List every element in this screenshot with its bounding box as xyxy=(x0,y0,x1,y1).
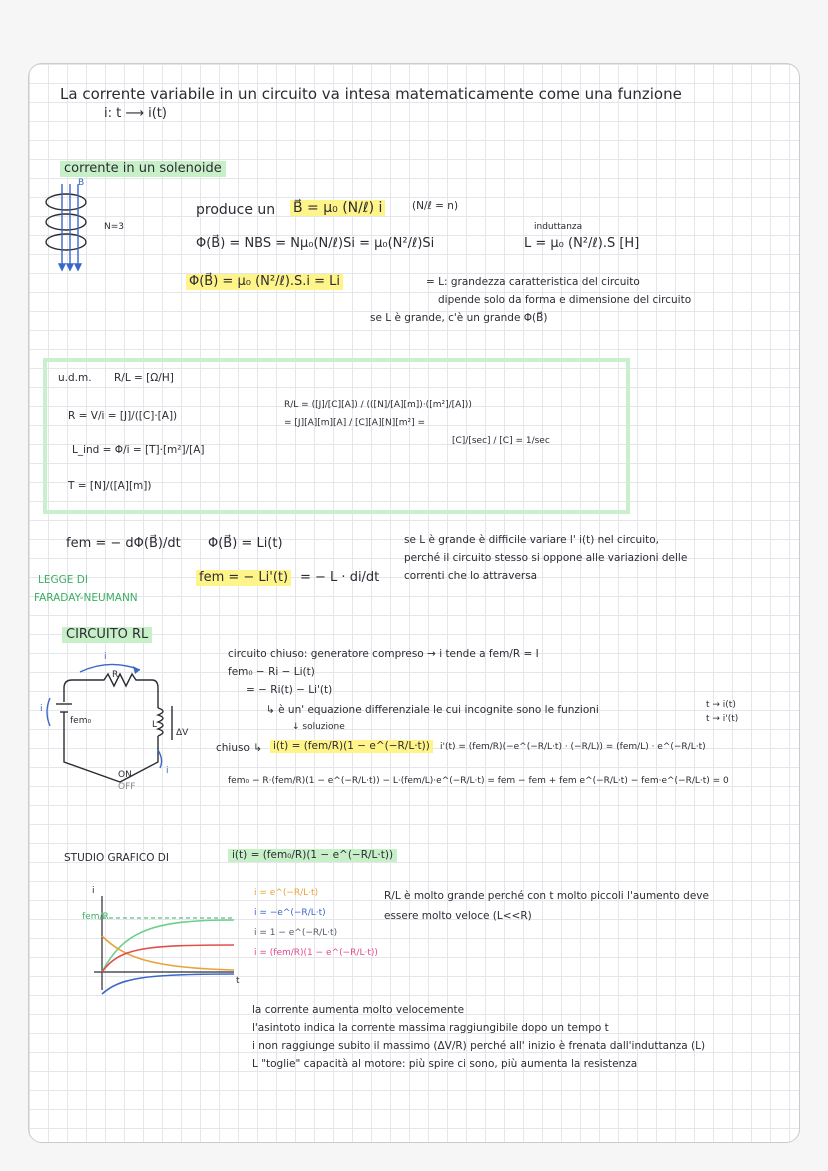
rl-line-4: ↳ è un' equazione differenziale le cui incognite sono le funzioni xyxy=(266,704,599,716)
note-grandezza: = L: grandezza caratteristica del circuito xyxy=(426,276,640,288)
solenoid-drawing xyxy=(42,178,112,270)
rl-label-i-left: i xyxy=(40,704,43,714)
rl-label-fem: fem₀ xyxy=(70,716,92,726)
rl-line-2: fem₀ − Ri − Li(t) xyxy=(228,666,315,678)
rl-label-l: L xyxy=(152,720,158,730)
curve-orange xyxy=(102,936,234,970)
rl-label-i-right: i xyxy=(166,766,169,776)
n-note: (N/ℓ = n) xyxy=(412,200,459,212)
study-note-1: R/L è molto grande perché con t molto piccoli l'aumento deve xyxy=(384,890,709,902)
rl-label-on: ON xyxy=(118,770,132,780)
rl-middle-fraction: = [J][A][m][A] / [C][A][N][m²] = xyxy=(284,418,426,428)
faraday-note-3: correnti che lo attraversa xyxy=(404,570,538,582)
flux-line: Φ(B⃗) = NBS = Nμ₀(N/ℓ)Si = μ₀(N²/ℓ)Si xyxy=(196,236,435,251)
legend-item-3: i = (fem/R)(1 − e^(−R/L·t)) xyxy=(254,948,378,958)
produce-text: produce un xyxy=(196,202,276,218)
solenoid-b-label: B xyxy=(78,178,85,188)
rl-check: fem₀ − R·(fem/R)(1 − e^(−R/L·t)) − L·(fem/L)·e^(−R/L·t) = fem − fem + fem e^(−R/L·t) − fem·e^(−R/L·t) = 0 xyxy=(228,776,729,786)
rl-label-i-top: i xyxy=(104,652,107,662)
graph-axis-t-label: t xyxy=(236,976,240,986)
r-over-l-units: R/L = [Ω/H] xyxy=(114,372,174,384)
rl-chiuso: chiuso ↳ xyxy=(216,742,263,754)
study-heading-formula: i(t) = (fem₀/R)(1 − e^(−R/L·t)) xyxy=(228,849,397,862)
rl-label-off: OFF xyxy=(118,782,136,792)
rl-derivative: i'(t) = (fem/R)(−e^(−R/L·t) · (−R/L)) = (fem/L) · e^(−R/L·t) xyxy=(440,742,706,752)
l-definition: L_ind = Φ/i = [T]·[m²]/[A] xyxy=(72,444,205,456)
study-graph xyxy=(84,890,244,1000)
rl-solution: i(t) = (fem/R)(1 − e^(−R/L·t)) xyxy=(270,740,433,753)
legend-item-0: i = e^(−R/L·t) xyxy=(254,888,319,898)
solenoid-n-label: N=3 xyxy=(104,222,124,232)
rl-line-4a: t → i(t) xyxy=(706,700,736,710)
phi-equals-li: Φ(B⃗) = Li(t) xyxy=(208,536,283,551)
rl-line-4b: t → i'(t) xyxy=(706,714,739,724)
curve-red xyxy=(102,945,234,972)
rl-label-dv: ΔV xyxy=(176,728,189,738)
legend-item-1: i = −e^(−R/L·t) xyxy=(254,908,326,918)
graph-axis-i-label: i xyxy=(92,886,95,896)
conclusion-4: L "toglie" capacità al motore: più spire ci sono, più aumenta la resistenza xyxy=(252,1058,638,1070)
b-formula: B⃗ = μ₀ (N/ℓ) i xyxy=(290,200,385,216)
t-definition: T = [N]/([A][m]) xyxy=(68,480,152,492)
rl-big-fraction: R/L = ([J]/[C][A]) / (([N]/[A][m])·([m²]/[A])) xyxy=(284,400,472,410)
study-note-2: essere molto veloce (L<<R) xyxy=(384,910,532,922)
solenoid-heading: corrente in un solenoide xyxy=(60,161,226,177)
rl-line-3: = − Ri(t) − Li'(t) xyxy=(246,684,333,696)
rl-label-r: R xyxy=(112,670,119,680)
faraday-note-2: perché il circuito stesso si oppone alle variazioni delle xyxy=(404,552,688,564)
rl-line-1: circuito chiuso: generatore compreso → i tende a fem/R = I xyxy=(228,648,539,660)
faraday-note-1: se L è grande è difficile variare l' i(t) nel circuito, xyxy=(404,534,659,546)
induttanza-caption: induttanza xyxy=(534,222,583,232)
conclusion-2: l'asintoto indica la corrente massima raggiungibile dopo un tempo t xyxy=(252,1022,609,1034)
study-heading: STUDIO GRAFICO DI xyxy=(64,852,169,864)
flux-result: Φ(B⃗) = μ₀ (N²/ℓ).S.i = Li xyxy=(186,274,343,290)
note-dipende: dipende solo da forma e dimensione del circuito xyxy=(438,294,692,306)
fem-li-highlight: fem = − Li'(t) xyxy=(196,570,291,586)
rl-heading: CIRCUITO RL xyxy=(62,627,152,643)
graph-fem-label: fem/R xyxy=(82,912,109,922)
rl-final: [C]/[sec] / [C] = 1/sec xyxy=(452,436,550,446)
inductance-formula: L = μ₀ (N²/ℓ).S [H] xyxy=(524,236,640,251)
curve-blue xyxy=(102,974,234,994)
udm-title: u.d.m. xyxy=(58,372,92,384)
rl-soluzione: ↓ soluzione xyxy=(292,722,345,732)
conclusion-1: la corrente aumenta molto velocemente xyxy=(252,1004,465,1016)
law-name-2: FARADAY-NEUMANN xyxy=(34,592,138,604)
note-se-l-grande: se L è grande, c'è un grande Φ(B⃗) xyxy=(370,312,548,324)
fem-li-tail: = − L · di/dt xyxy=(300,570,380,585)
fem-definition: fem = − dΦ(B⃗)/dt xyxy=(66,536,181,551)
intro-line-2: i: t ⟶ i(t) xyxy=(104,106,167,121)
legend-item-2: i = 1 − e^(−R/L·t) xyxy=(254,928,338,938)
conclusion-3: i non raggiunge subito il massimo (ΔV/R) perché all' inizio è frenata dall'induttanza (L) xyxy=(252,1040,706,1052)
intro-line-1: La corrente variabile in un circuito va intesa matematicamente come una funzione xyxy=(60,85,682,103)
r-definition: R = V/i = [J]/([C]·[A]) xyxy=(68,410,178,422)
law-name-1: LEGGE DI xyxy=(38,574,88,586)
